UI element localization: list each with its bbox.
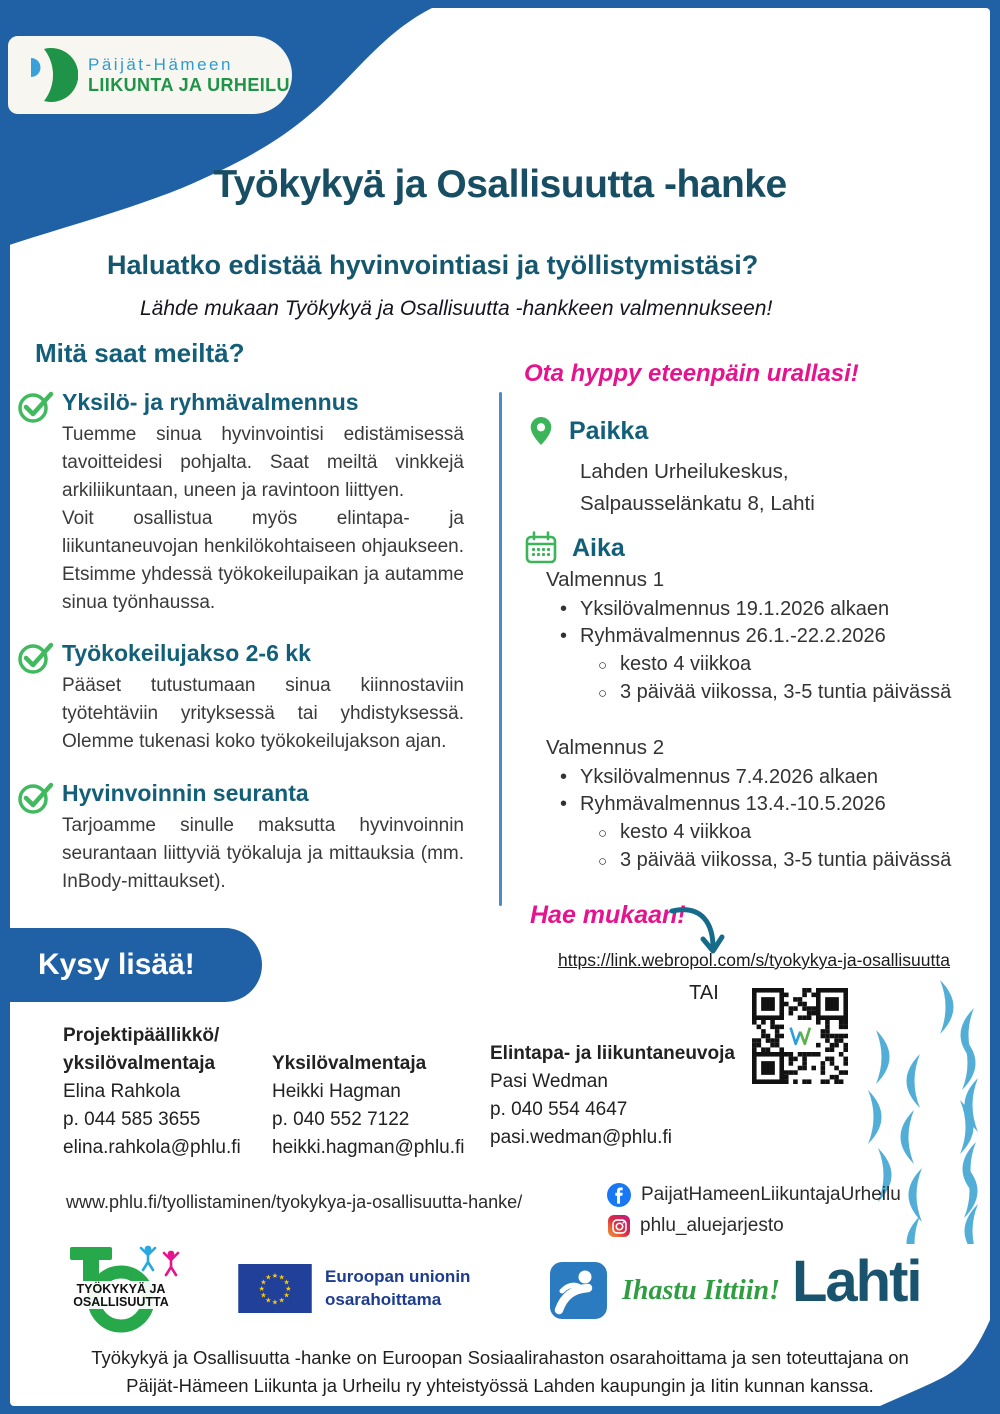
course-bullet: • Yksilövalmennus 19.1.2026 alkaen	[546, 596, 976, 623]
facebook-icon	[607, 1183, 631, 1207]
eu-text-line1: Euroopan unionin	[325, 1267, 471, 1287]
person-role: Yksilövalmentaja	[272, 1053, 427, 1074]
person-role: Elintapa- ja liikuntaneuvoja	[490, 1043, 735, 1064]
course-2	[546, 736, 976, 874]
svg-text:★: ★	[265, 1272, 272, 1282]
place-line1: Lahden Urheilukeskus,	[580, 460, 789, 483]
instagram-icon	[608, 1215, 630, 1237]
org-logo-icon	[22, 46, 78, 104]
time-row	[524, 530, 625, 566]
contact-person-1	[63, 1022, 241, 1162]
course-title: Valmennus 2	[546, 736, 665, 759]
lahti-logo: Lahti	[792, 1249, 921, 1314]
offer-column	[18, 338, 470, 920]
svg-text:★: ★	[265, 1295, 272, 1305]
person-name: Elina Rahkola	[63, 1081, 181, 1102]
highlight-text: Ota hyppy eteenpäin urallasi!	[524, 360, 859, 387]
disclaimer-line2: Päijät-Hämeen Liikunta ja Urheilu ry yhteistyössä Lahden kaupungin ja Iitin kunnan kanssa.	[126, 1374, 874, 1396]
org-name-line1: Päijät-Hämeen	[88, 54, 233, 74]
disclaimer	[0, 1344, 1000, 1400]
qr-code	[752, 988, 848, 1084]
page-title: Työkykyä ja Osallisuutta -hanke	[213, 163, 787, 206]
offer-section-tyokokeilu	[18, 640, 470, 756]
location-pin-icon	[527, 412, 555, 450]
offer-heading: Mitä saat meiltä?	[35, 338, 245, 368]
svg-text:★: ★	[271, 1297, 279, 1307]
to-logo-text-line1: TYÖKYKYÄ JA	[76, 1282, 166, 1296]
tyokykya-osallisuutta-logo	[68, 1243, 196, 1333]
ask-more-label: Kysy lisää!	[38, 948, 195, 981]
or-label: TAI	[689, 982, 719, 1004]
check-icon	[18, 781, 55, 815]
place-row	[527, 412, 648, 450]
course-bullet: • Yksilövalmennus 7.4.2026 alkaen	[546, 764, 976, 791]
instagram-row	[608, 1215, 784, 1237]
to-logo-text-line2: OSALLISUUTTA	[73, 1295, 169, 1309]
contact-person-2	[272, 1050, 465, 1162]
iitti-logo-text: Ihastu Iittiin!	[622, 1274, 780, 1306]
offer-section-valmennus	[18, 389, 470, 616]
disclaimer-line1: Työkykyä ja Osallisuutta -hanke on Euroopan Sosiaalirahaston osarahoittama ja sen toteuttajana on	[91, 1347, 909, 1368]
person-name: Pasi Wedman	[490, 1071, 608, 1092]
place-heading: Paikka	[569, 416, 649, 445]
person-phone[interactable]: p. 044 585 3655	[63, 1109, 201, 1130]
person-email[interactable]: elina.rahkola@phlu.fi	[63, 1137, 241, 1158]
course-bullet: • Ryhmävalmennus 13.4.-10.5.2026	[546, 791, 976, 818]
place-line2: Salpausselänkatu 8, Lahti	[580, 491, 815, 515]
person-name: Heikki Hagman	[272, 1081, 401, 1102]
svg-text:★: ★	[271, 1270, 279, 1280]
instagram-handle[interactable]: phlu_aluejarjesto	[640, 1215, 784, 1236]
subtitle: Haluatko edistää hyvinvointiasi ja työllistymistäsi?	[107, 250, 759, 280]
person-role: yksilövalmentaja	[63, 1053, 216, 1074]
course-title: Valmennus 1	[546, 568, 665, 591]
calendar-icon	[524, 530, 558, 566]
eu-text-line2: osarahoittama	[325, 1289, 442, 1309]
section-paragraph: Tarjoamme sinulle maksutta hyvinvoinnin seurantaan liittyviä työkaluja ja mittauksia (mm. InBody-mittaukset).	[62, 815, 464, 893]
course-subbullet: ○ 3 päivää viikossa, 3-5 tuntia päivässä	[546, 678, 976, 706]
eu-flag-icon	[238, 1264, 312, 1313]
org-logo	[8, 36, 292, 114]
column-divider	[499, 392, 502, 906]
course-bullet: • Ryhmävalmennus 26.1.-22.2.2026	[546, 623, 976, 650]
iitti-figure-icon	[550, 1262, 607, 1319]
section-paragraph: Tuemme sinua hyvinvointisi edistämisessä tavoitteidesi pohjalta. Saat meiltä vinkkejä arkiliikuntaan, uneen ja ravintoon liittyen.	[62, 424, 464, 501]
offer-section-hyvinvointi	[18, 780, 470, 896]
person-email[interactable]: heikki.hagman@phlu.fi	[272, 1137, 465, 1158]
eu-funding-logo	[238, 1264, 470, 1313]
section-paragraph: Voit osallistua myös elintapa- ja liikuntaneuvojan henkilökohtaiseen ohjaukseen. Etsimme yhdessä työkokeilupaikan ja autamme sinua työnhaussa.	[62, 507, 464, 613]
apply-label: Hae mukaan!	[530, 901, 686, 929]
check-icon	[18, 390, 55, 424]
org-name-line2: LIIKUNTA JA URHEILU	[88, 74, 290, 95]
svg-text:★: ★	[260, 1277, 267, 1287]
person-phone[interactable]: p. 040 554 4647	[490, 1099, 628, 1120]
iitti-logo	[550, 1262, 780, 1319]
svg-text:★: ★	[285, 1284, 292, 1294]
facebook-handle[interactable]: PaijatHameenLiikuntajaUrheilu	[641, 1184, 901, 1205]
svg-text:★: ★	[260, 1290, 267, 1300]
jumping-figure-pink	[164, 1251, 178, 1275]
section-title: Hyvinvoinnin seuranta	[62, 780, 309, 807]
section-title: Työkokeilujakso 2-6 kk	[62, 640, 311, 667]
facebook-row	[607, 1183, 901, 1207]
check-icon	[18, 641, 55, 675]
tagline: Lähde mukaan Työkykyä ja Osallisuutta -hankkeen valmennukseen!	[140, 297, 773, 320]
website-link[interactable]: www.phlu.fi/tyollistaminen/tyokykya-ja-osallisuutta-hanke/	[66, 1192, 523, 1212]
person-role: Projektipäällikkö/	[63, 1025, 220, 1046]
svg-text:★: ★	[283, 1290, 290, 1300]
person-email[interactable]: pasi.wedman@phlu.fi	[490, 1127, 672, 1148]
course-subbullet: ○ kesto 4 viikkoa	[546, 818, 976, 846]
section-paragraph: Pääset tutustumaan sinua kiinnostaviin työtehtäviin yrityksessä tai yhdistyksessä. Olemme tukenasi koko työkokeilujakson ajan.	[62, 675, 464, 753]
svg-text:★: ★	[258, 1284, 265, 1294]
ask-more-banner	[0, 928, 262, 1002]
apply-link[interactable]: https://link.webropol.com/s/tyokykya-ja-osallisuutta	[558, 950, 950, 970]
bottom-wave-decoration	[880, 1320, 990, 1406]
course-1	[546, 568, 976, 706]
time-heading: Aika	[572, 533, 625, 562]
svg-text:★: ★	[278, 1295, 285, 1305]
course-subbullet: ○ kesto 4 viikkoa	[546, 650, 976, 678]
place-address	[580, 456, 815, 520]
contact-person-3	[490, 1040, 735, 1152]
section-title: Yksilö- ja ryhmävalmennus	[62, 389, 359, 415]
person-phone[interactable]: p. 040 552 7122	[272, 1109, 410, 1130]
svg-text:★: ★	[278, 1272, 285, 1282]
course-subbullet: ○ 3 päivää viikossa, 3-5 tuntia päivässä	[546, 846, 976, 874]
svg-text:★: ★	[283, 1277, 290, 1287]
jumping-figure-blue	[141, 1246, 155, 1270]
